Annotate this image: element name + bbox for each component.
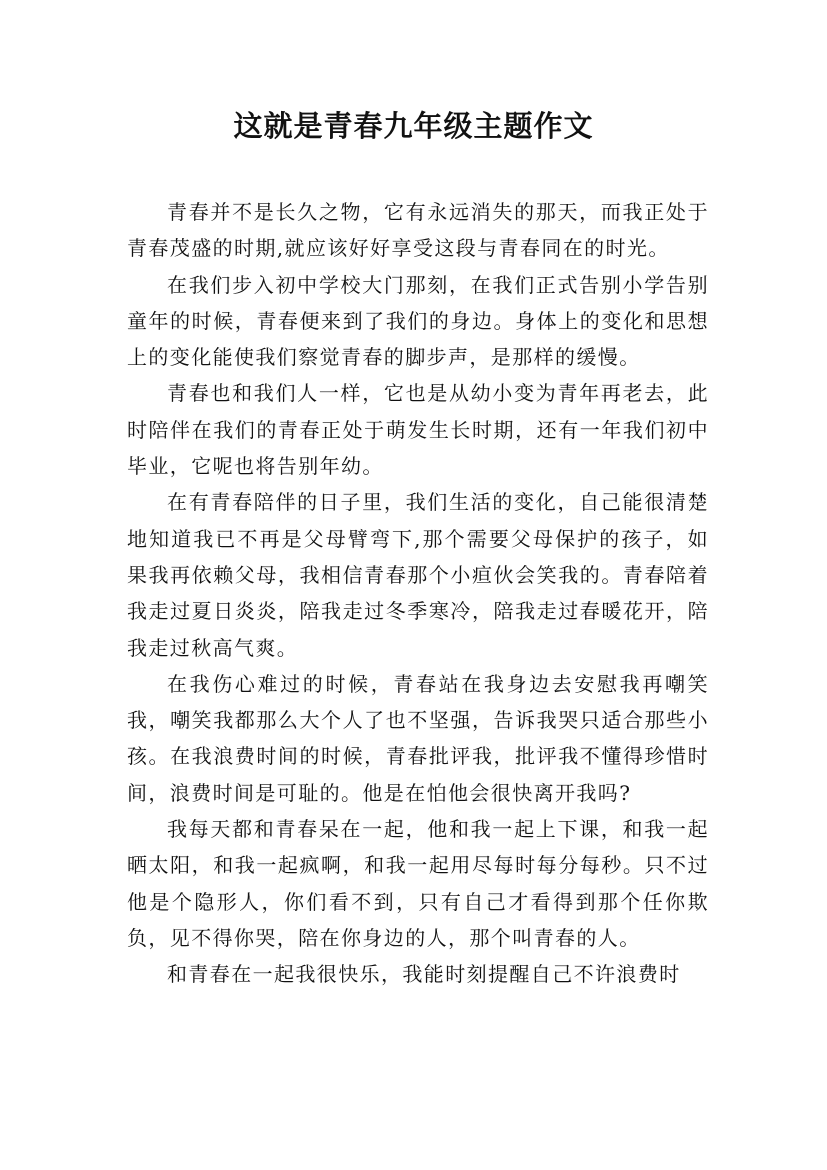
paragraph: 青春并不是长久之物，它有永远消失的那天，而我正处于青春茂盛的时期,就应该好好享受这段与青春同在的时光。 — [127, 200, 709, 261]
paragraph: 在我们步入初中学校大门那刻，在我们正式告别小学告别童年的时候，青春便来到了我们的身边。身体上的变化和思想上的变化能使我们察觉青春的脚步声，是那样的缓慢。 — [127, 272, 709, 370]
document-body — [127, 194, 709, 993]
document-title: 这就是青春九年级主题作文 — [233, 109, 594, 143]
paragraph: 和青春在一起我很快乐，我能时刻提醒自己不许浪费时 — [167, 962, 681, 987]
paragraph: 青春也和我们人一样，它也是从幼小变为青年再老去，此时陪伴在我们的青春正处于萌发生长时期，还有一年我们初中毕业，它呢也将告别年幼。 — [127, 381, 709, 479]
paragraph: 在有青春陪伴的日子里，我们生活的变化，自己能很清楚地知道我已不再是父母臂弯下,那个需要父母保护的孩子，如果我再依赖父母，我相信青春那个小疸伙会笑我的。青春陪着我走过夏日炎炎，陪我走过冬季寒冷，陪我走过春暖花开，陪我走过秋高气爽。 — [127, 490, 709, 660]
paragraph: 我每天都和青春呆在一起，他和我一起上下课，和我一起晒太阳，和我一起疯啊，和我一起用尽每时每分每秒。只不过他是个隐形人，你们看不到，只有自己才看得到那个任你欺负，见不得你哭，陪在你身边的人，那个叫青春的人。 — [127, 817, 709, 950]
paragraph: 在我伤心难过的时候，青春站在我身边去安慰我再嘲笑我，嘲笑我都那么大个人了也不坚强，告诉我哭只适合那些小孩。在我浪费时间的时候，青春批评我，批评我不懂得珍惜时间，浪费时间是可耻的。他是在怕他会很快离开我吗? — [127, 671, 709, 805]
